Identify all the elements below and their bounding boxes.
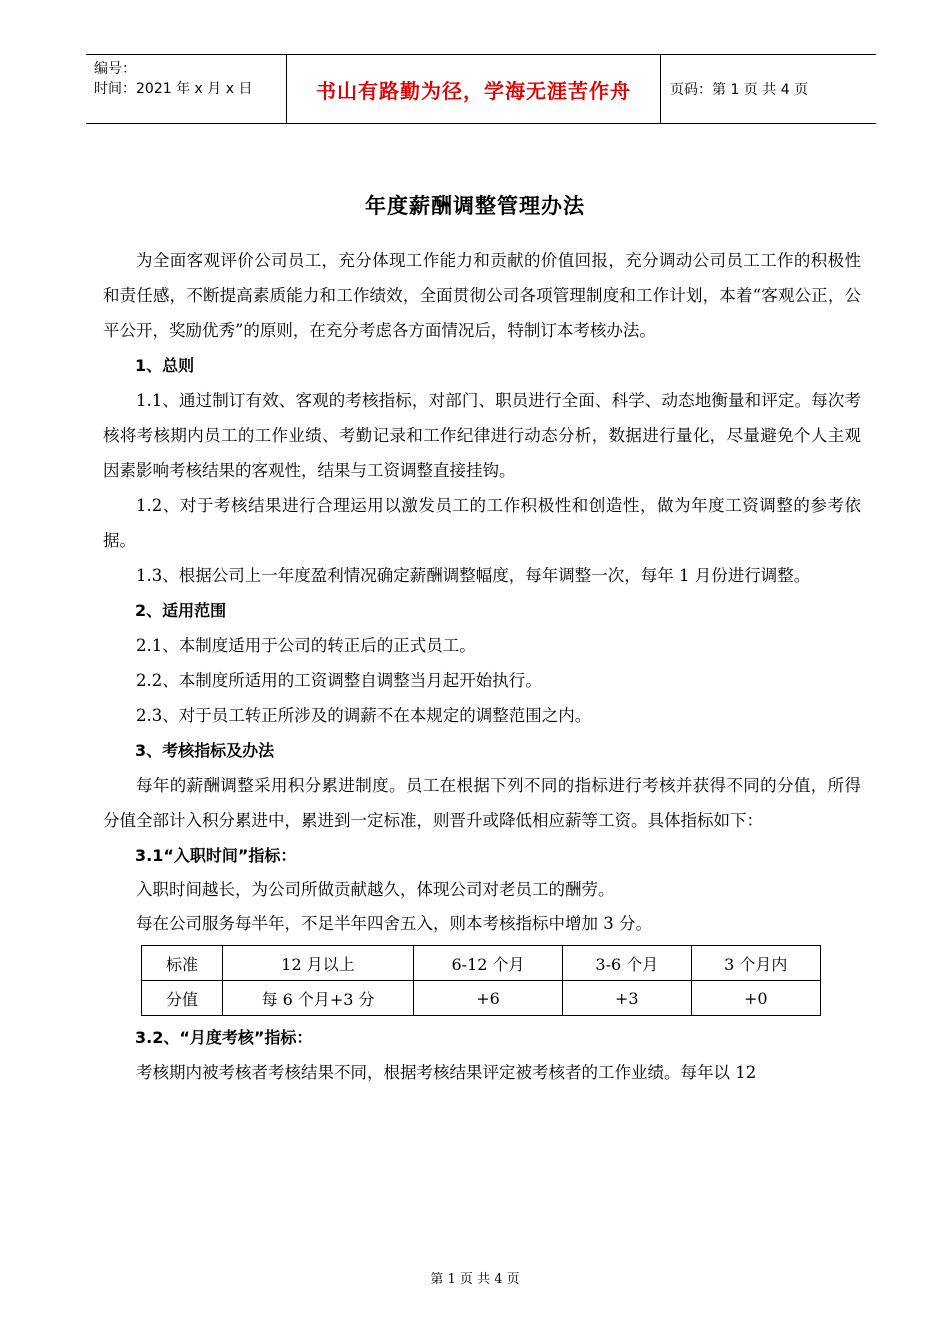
document-body <box>103 243 861 1090</box>
table-cell: 3-6 个月 <box>563 946 692 981</box>
header-number: 编号： <box>94 61 136 77</box>
paragraph-2-1: 2.1、本制度适用于公司的转正后的正式员工。 <box>136 636 476 655</box>
page-header <box>86 54 876 124</box>
subsection-heading-3-2: 3.2、“月度考核”指标： <box>135 1028 313 1047</box>
intro-paragraph: 为全面客观评价公司员工，充分体现工作能力和贡献的价值回报，充分调动公司员工工作的积极性和责任感，不断提高素质能力和工作绩效，全面贯彻公司各项管理制度和工作计划，本着“客观公正，公平公开，奖励优秀”的原则，在充分考虑各方面情况后，特制订本考核办法。 <box>103 251 861 340</box>
section-heading-2: 2、适用范围 <box>135 601 227 620</box>
table-cell: 每 6 个月+3 分 <box>223 981 414 1016</box>
paragraph-1-1: 1.1、通过制订有效、客观的考核指标，对部门、职员进行全面、科学、动态地衡量和评定。每次考核将考核期内员工的工作业绩、考勤记录和工作纪律进行动态分析，数据进行量化，尽量避免个人主观因素影响考核结果的客观性，结果与工资调整直接挂钩。 <box>103 391 861 480</box>
paragraph-2-2: 2.2、本制度所适用的工资调整自调整当月起开始执行。 <box>136 671 542 690</box>
paragraph-2-3: 2.3、对于员工转正所涉及的调薪不在本规定的调整范围之内。 <box>136 706 592 725</box>
header-motto: 书山有路勤为径，学海无涯苦作舟 <box>316 78 631 103</box>
section-heading-1: 1、总则 <box>135 356 195 375</box>
section-heading-3: 3、考核指标及办法 <box>135 741 275 760</box>
header-meta <box>94 59 252 99</box>
paragraph-3: 每年的薪酬调整采用积分累进制度。员工在根据下列不同的指标进行考核并获得不同的分值，所得分值全部计入积分累进中，累进到一定标准，则晋升或降低相应薪等工资。具体指标如下： <box>103 776 861 830</box>
header-time: 时间：2021 年 x 月 x 日 <box>94 81 253 97</box>
table-cell: 标准 <box>142 946 223 981</box>
table-row <box>142 946 821 981</box>
table-row <box>142 981 821 1016</box>
paragraph-1-2: 1.2、对于考核结果进行合理运用以激发员工的工作积极性和创造性，做为年度工资调整的参考依据。 <box>103 496 861 550</box>
header-divider <box>660 55 661 123</box>
document-title: 年度薪酬调整管理办法 <box>365 194 585 218</box>
table-cell: +0 <box>691 981 820 1016</box>
paragraph-3-1-a: 入职时间越长，为公司所做贡献越久，体现公司对老员工的酬劳。 <box>136 880 615 899</box>
score-table <box>141 945 821 1016</box>
paragraph-3-1-b: 每在公司服务每半年，不足半年四舍五入，则本考核指标中增加 3 分。 <box>136 914 652 933</box>
table-cell: +3 <box>563 981 692 1016</box>
paragraph-3-2: 考核期内被考核者考核结果不同，根据考核结果评定被考核者的工作业绩。每年以 12 <box>136 1063 757 1082</box>
table-cell: 分值 <box>142 981 223 1016</box>
table-cell: 3 个月内 <box>691 946 820 981</box>
paragraph-1-3: 1.3、根据公司上一年度盈利情况确定薪酬调整幅度，每年调整一次，每年 1 月份进行调整。 <box>136 566 811 585</box>
table-cell: +6 <box>414 981 563 1016</box>
table-cell: 6-12 个月 <box>414 946 563 981</box>
table-cell: 12 月以上 <box>223 946 414 981</box>
subsection-heading-3-1: 3.1“入职时间”指标： <box>135 846 297 865</box>
page-footer: 第 1 页 共 4 页 <box>430 1272 520 1287</box>
header-page-number: 页码：第 1 页 共 4 页 <box>670 82 809 98</box>
